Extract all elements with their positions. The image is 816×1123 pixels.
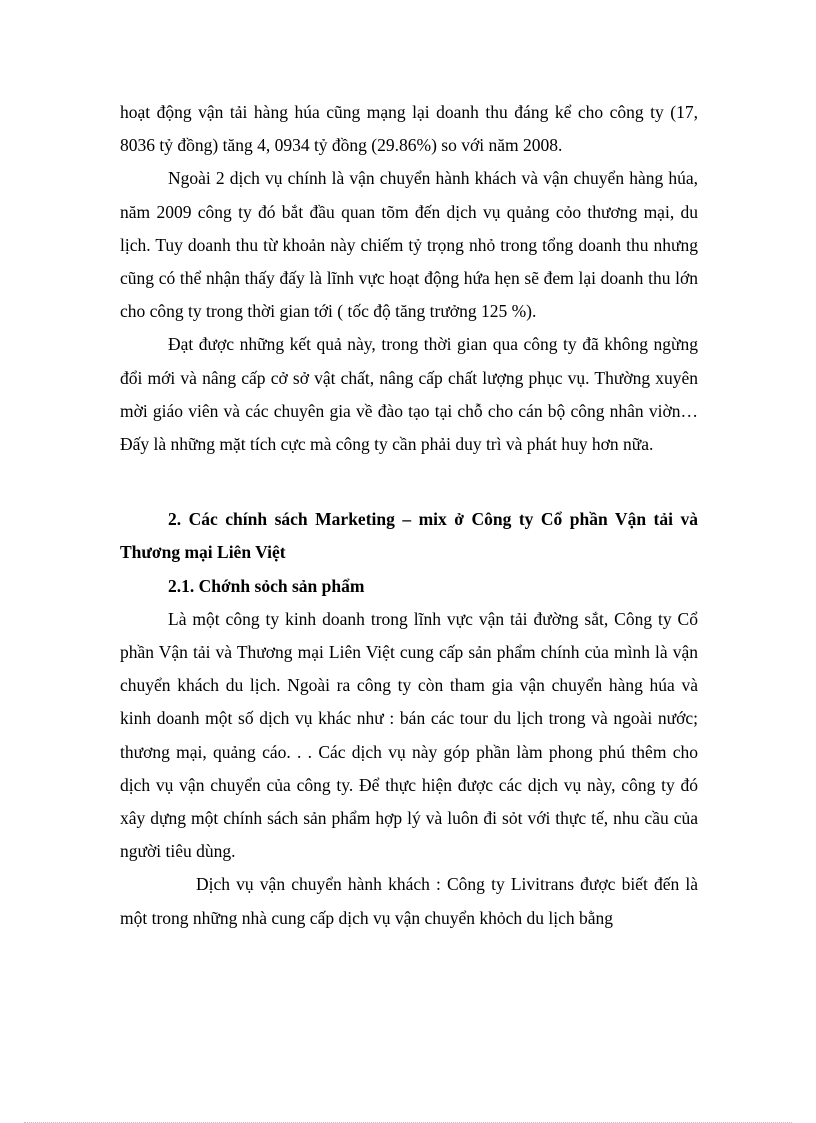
section-heading-marketing-mix: 2. Các chính sách Marketing – mix ở Công ty Cổ phần Vận tải và Thương mại Liên Việt — [120, 509, 698, 563]
paragraph-passenger-transport: Dịch vụ vận chuyển hành khách : Công ty Livitrans được biết đến là một trong những nhà cung cấp dịch vụ vận chuyển khỏch du lịch bằng — [120, 874, 698, 928]
paragraph-transport-revenue: hoạt động vận tải hàng húa cũng mạng lại doanh thu đáng kể cho công ty (17, 8036 tỷ đồng) tăng 4, 0934 tỷ đồng (29.86%) so với năm 2008. — [120, 102, 698, 156]
document-body — [120, 96, 698, 935]
paragraph-achievements: Đạt được những kết quả này, trong thời gian qua công ty đã không ngừng đổi mới và nâng cấp cở sở vật chất, nâng cấp chất lượng phục vụ. Thường xuyên mời giáo viên và các chuyên gia về đào tạo tại chỗ cho cán bộ công nhân viờn…Đấy là những mặt tích cực mà công ty cần phải duy trì và phát huy hơn nữa. — [120, 334, 698, 455]
subsection-heading-product-policy: 2.1. Chớnh sỏch sản phẩm — [168, 575, 365, 596]
paragraph-advertising-services: Ngoài 2 dịch vụ chính là vận chuyển hành khách và vận chuyển hàng húa, năm 2009 công ty đó bắt đầu quan tõm đến dịch vụ quảng cỏo thương mại, du lịch. Tuy doanh thu từ khoản này chiếm tỷ trọng nhỏ trong tổng doanh thu nhưng cũng có thể nhận thấy đấy là lĩnh vực hoạt động hứa hẹn sẽ đem lại doanh thu lớn cho công ty trong thời gian tới ( tốc độ tăng trưởng 125 %). — [120, 168, 698, 322]
paragraph-product-policy: Là một công ty kinh doanh trong lĩnh vực vận tải đường sắt, Công ty Cổ phần Vận tải và Thương mại Liên Việt cung cấp sản phẩm chính của mình là vận chuyển khách du lịch. Ngoài ra công ty còn tham gia vận chuyển hàng húa và kinh doanh một số dịch vụ khác như : bán các tour du lịch trong và ngoài nước; thương mại, quảng cáo. . . Các dịch vụ này góp phần làm phong phú thêm cho dịch vụ vận chuyển của công ty. Để thực hiện được các dịch vụ này, công ty đó xây dựng một chính sách sản phẩm hợp lý và luôn đi sỏt với thực tế, nhu cầu của người tiêu dùng. — [120, 608, 698, 862]
